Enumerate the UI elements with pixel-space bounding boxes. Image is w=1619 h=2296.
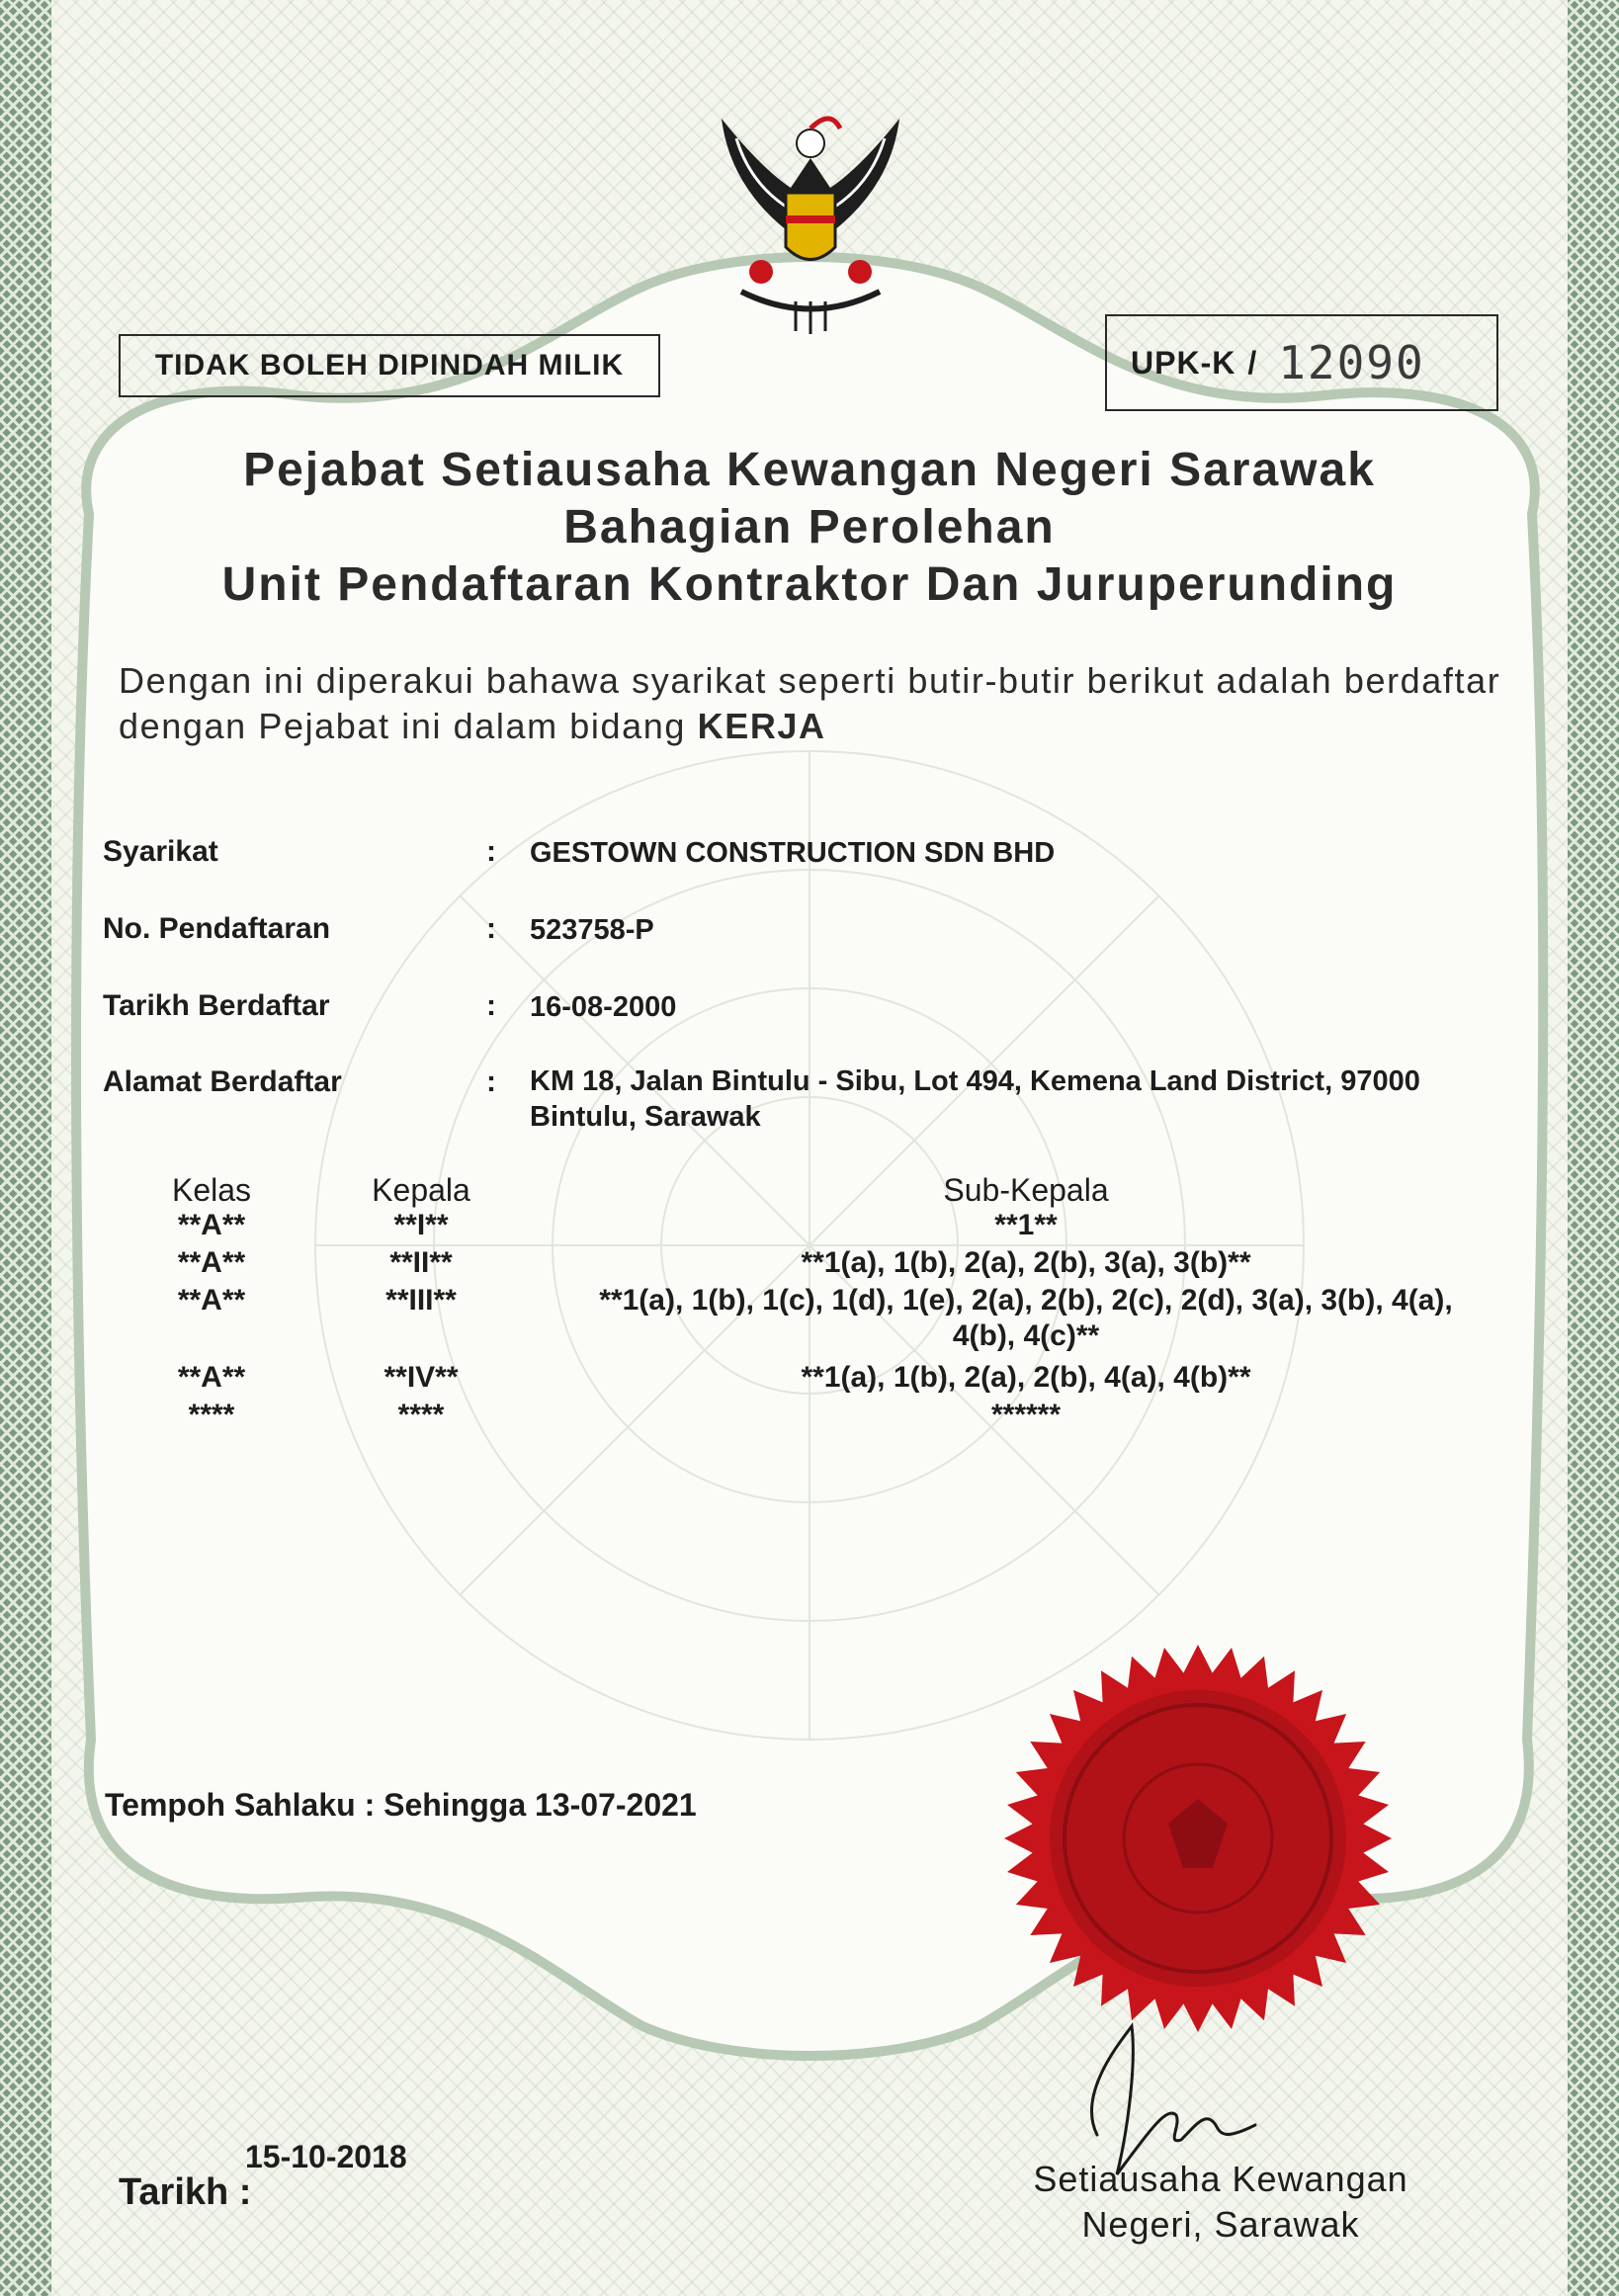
non-transferable-text: TIDAK BOLEH DIPINDAH MILIK: [154, 349, 625, 382]
serial-number: 12090: [1278, 336, 1425, 389]
issue-date-label: Tarikh :: [119, 2171, 252, 2213]
serial-separator: /: [1247, 344, 1257, 381]
row3-sub-kepala-line-2: 4(b), 4(c)**: [952, 1319, 1100, 1352]
serial-prefix: UPK-K: [1131, 344, 1236, 381]
value-registration-number: 523758-P: [530, 914, 654, 946]
certification-statement: [119, 658, 1502, 749]
row3-kepala: **III**: [385, 1284, 457, 1317]
statement-field: KERJA: [697, 706, 826, 746]
header-sub-kepala: Sub-Kepala: [943, 1172, 1109, 1208]
label-registration-date: Tarikh Berdaftar: [103, 989, 330, 1022]
red-seal: [1000, 1641, 1396, 2036]
value-registration-date: 16-08-2000: [530, 991, 677, 1023]
header-kelas: Kelas: [171, 1172, 252, 1208]
validity-period: Tempoh Sahlaku : Sehingga 13-07-2021: [105, 1787, 697, 1823]
header-division: Bahagian Perolehan: [563, 501, 1056, 553]
header-office: Pejabat Setiausaha Kewangan Negeri Sarawak: [243, 444, 1376, 496]
row3-sub-kepala-line-1: **1(a), 1(b), 1(c), 1(d), 1(e), 2(a), 2(b), 2(c), 2(d), 3(a), 3(b), 4(a),: [599, 1284, 1453, 1317]
row3-sub-kepala: [534, 1283, 1518, 1354]
colon-registration-date: :: [486, 989, 496, 1022]
value-registered-address: [530, 1063, 1518, 1135]
row2-sub-kepala: **1(a), 1(b), 2(a), 2(b), 3(a), 3(b)**: [801, 1246, 1251, 1279]
statement-text: Dengan ini diperakui bahawa syarikat seperti butir-butir berikut adalah berdaftar dengan Pejabat ini dalam bidang: [119, 660, 1501, 746]
row5-sub-kepala: ******: [990, 1399, 1062, 1431]
issue-date: 15-10-2018: [245, 2139, 407, 2174]
non-transferable-notice: [119, 334, 660, 397]
label-company: Syarikat: [103, 835, 218, 868]
row4-kepala: **IV**: [383, 1361, 459, 1394]
row1-kepala: **I**: [393, 1209, 449, 1241]
header-unit: Unit Pendaftaran Kontraktor Dan Juruperunding: [221, 558, 1398, 611]
address-line-1: KM 18, Jalan Bintulu - Sibu, Lot 494, Kemena Land District, 97000: [530, 1065, 1420, 1097]
serial-number-box: [1105, 314, 1498, 411]
label-registered-address: Alamat Berdaftar: [103, 1065, 342, 1098]
coat-of-arms-emblem: [692, 99, 929, 336]
row4-sub-kepala: **1(a), 1(b), 2(a), 2(b), 4(a), 4(b)**: [801, 1361, 1251, 1394]
value-company: GESTOWN CONSTRUCTION SDN BHD: [530, 837, 1056, 869]
row1-kelas: **A**: [177, 1209, 246, 1241]
signatory-title: Setiausaha Kewangan: [1033, 2159, 1408, 2199]
row2-kepala: **II**: [389, 1246, 453, 1279]
header-kepala: Kepala: [372, 1172, 470, 1208]
address-line-2: Bintulu, Sarawak: [530, 1101, 761, 1133]
row2-kelas: **A**: [177, 1246, 246, 1279]
row3-kelas: **A**: [177, 1284, 246, 1317]
row5-kelas: ****: [188, 1399, 235, 1431]
row5-kepala: ****: [397, 1399, 445, 1431]
colon-registered-address: :: [486, 1065, 496, 1098]
colon-registration-number: :: [486, 912, 496, 945]
signatory-state: Negeri, Sarawak: [1081, 2204, 1360, 2245]
colon-company: :: [486, 835, 496, 868]
row1-sub-kepala: **1**: [994, 1209, 1058, 1241]
label-registration-number: No. Pendaftaran: [103, 912, 331, 945]
row4-kelas: **A**: [177, 1361, 246, 1394]
